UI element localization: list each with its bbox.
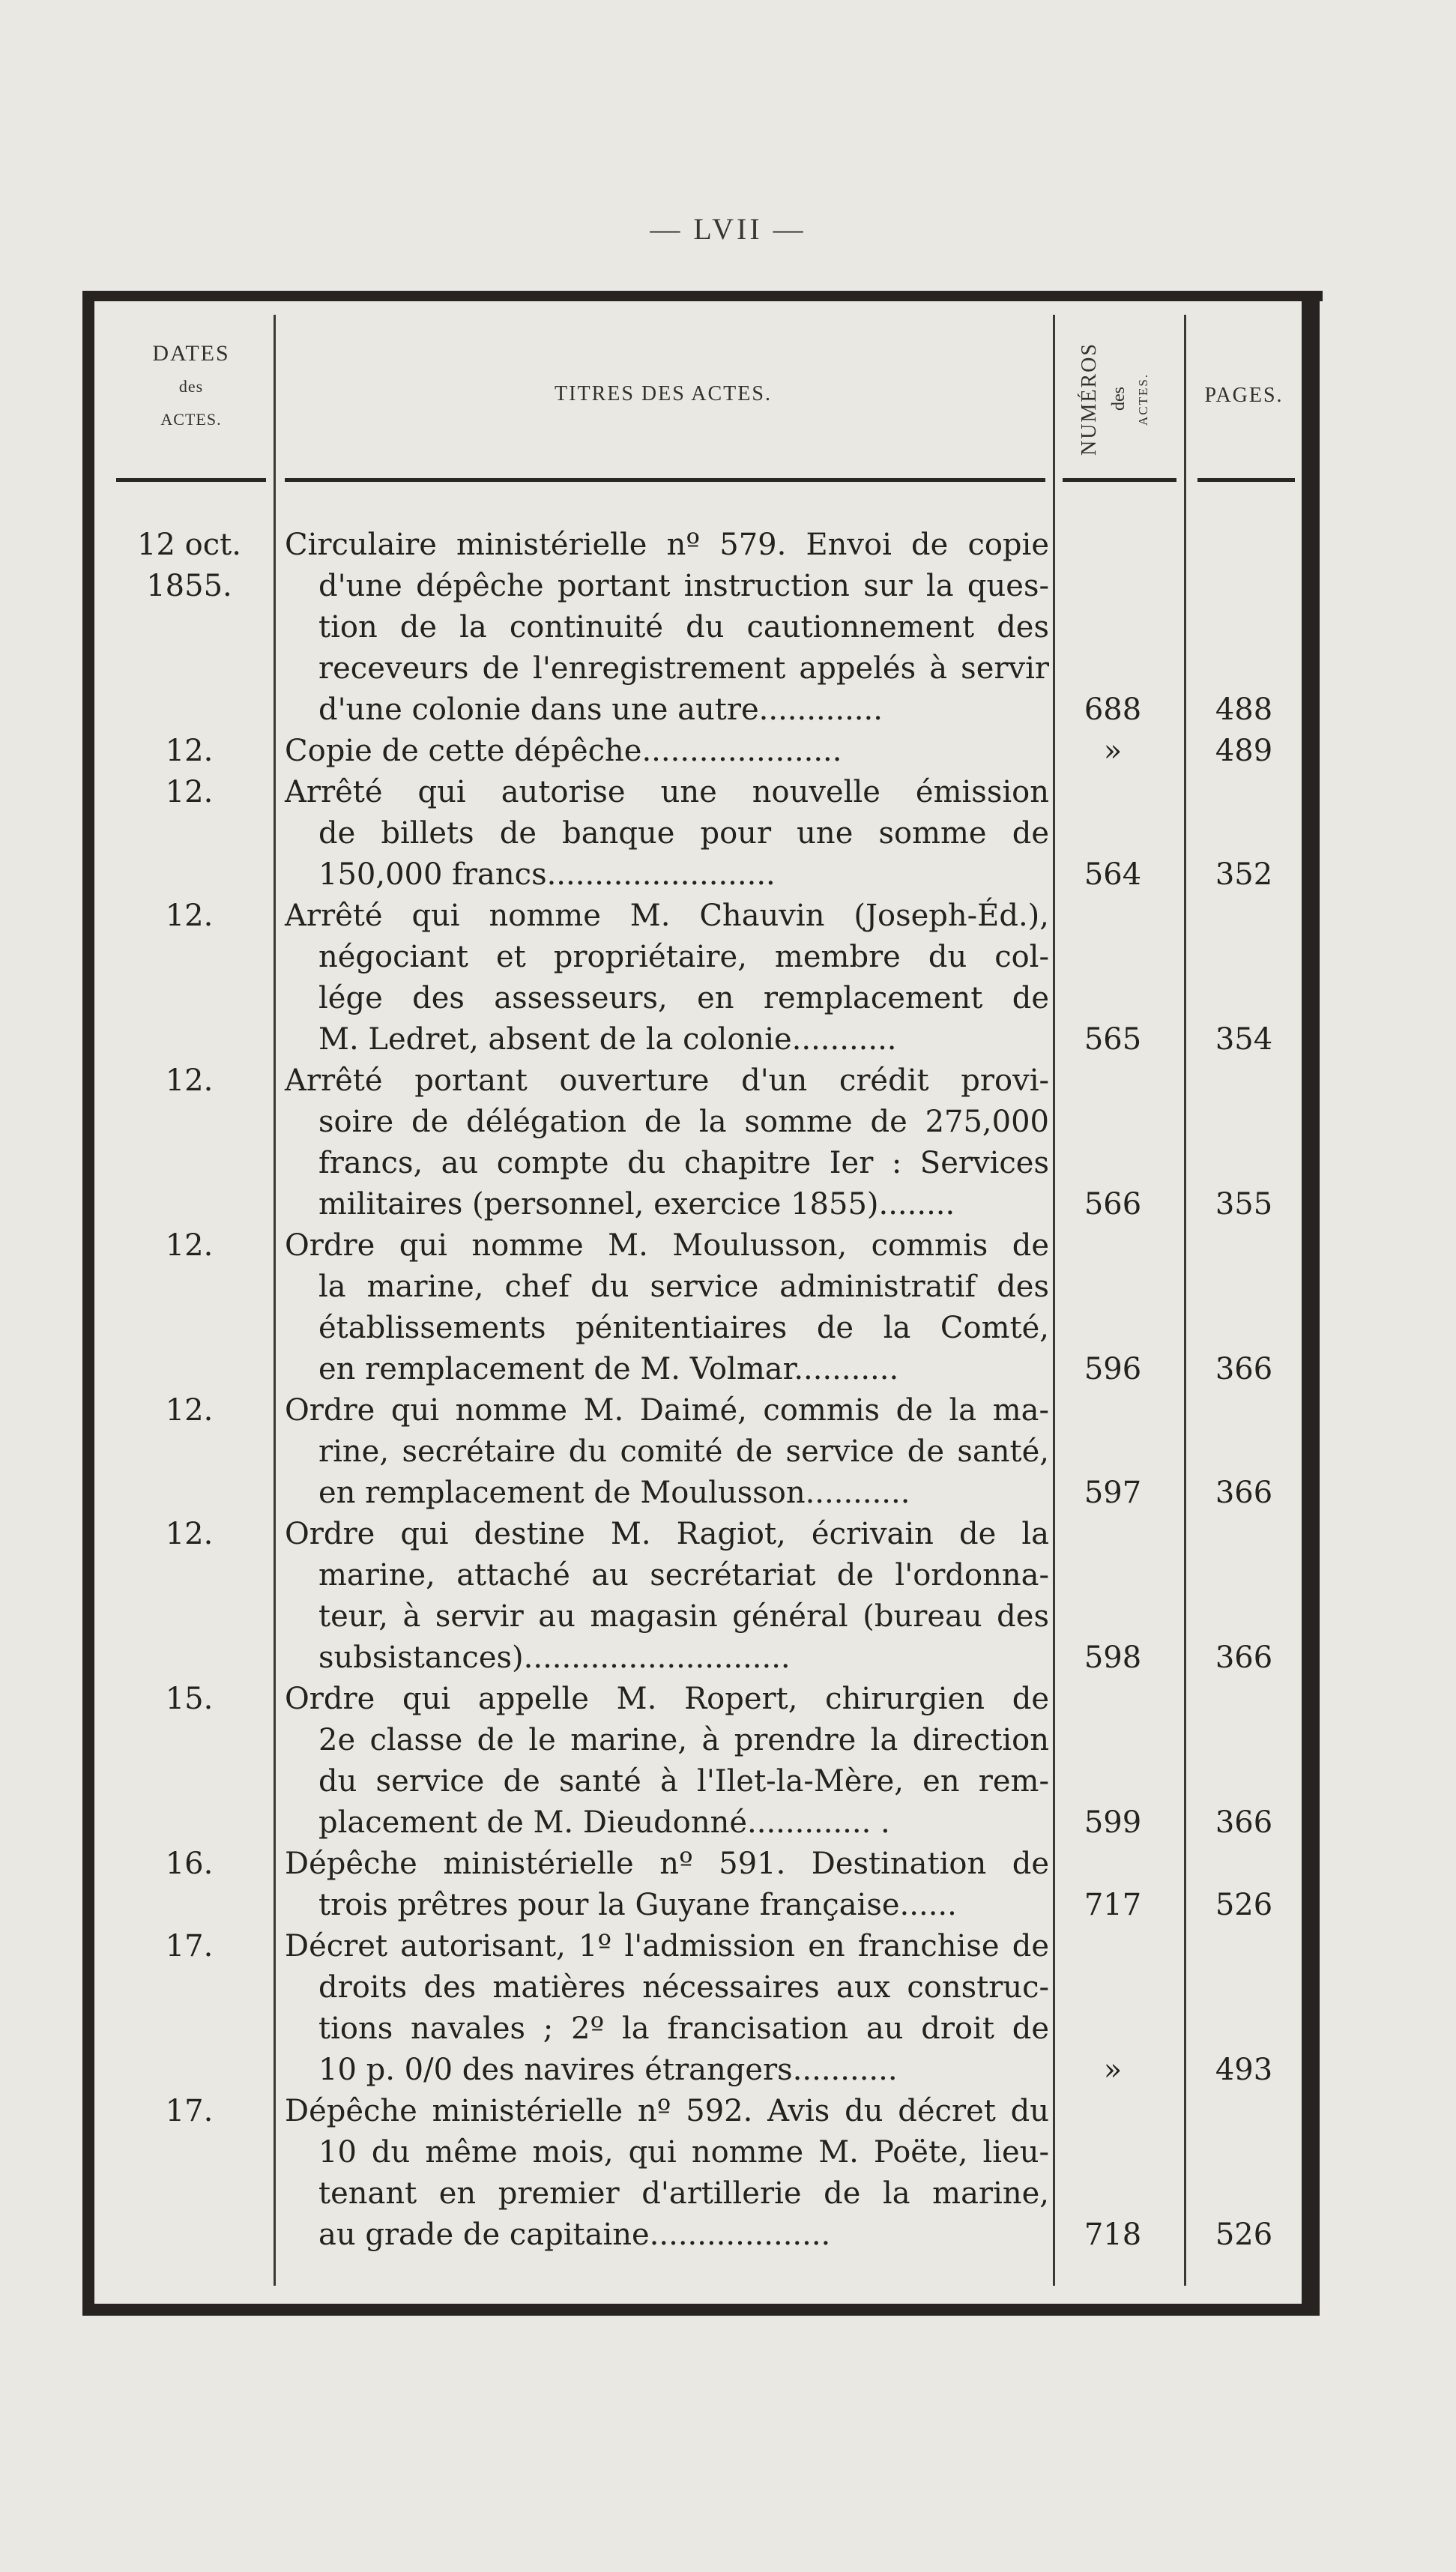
- entry-title-line: la marine, chef du service administratif des: [318, 1270, 1049, 1304]
- entry-page: 355: [1215, 1187, 1273, 1222]
- entry-page: 366: [1215, 1352, 1273, 1386]
- entry-act-number: »: [1103, 734, 1123, 768]
- entry-act-number: 597: [1084, 1476, 1142, 1510]
- header-numbers-line3: ACTES.: [1136, 372, 1150, 426]
- header-underline-dates: [116, 478, 266, 482]
- entry-title: [285, 1926, 1049, 2091]
- table-frame-left: [82, 291, 94, 2316]
- header-numbers-line1: NUMÉROS: [1078, 342, 1101, 456]
- column-divider-dates: [274, 315, 276, 2286]
- page-header: — LVII —: [650, 212, 806, 246]
- entry-act-number: 598: [1084, 1640, 1142, 1675]
- entry-page: 488: [1215, 692, 1273, 727]
- column-divider-numbers: [1184, 315, 1186, 2286]
- entry-page: 352: [1215, 857, 1273, 892]
- entry-title-line: teur, à servir au magasin général (bureau des: [318, 1599, 1049, 1634]
- entry-title: [285, 1225, 1049, 1390]
- entry-title-line: en remplacement de Moulusson...........: [318, 1476, 910, 1510]
- entry-title-line: trois prêtres pour la Guyane française......: [318, 1888, 957, 1922]
- entry-act-number: 688: [1084, 692, 1142, 727]
- entry-title-line: 10 p. 0/0 des navires étrangers...........: [318, 2053, 898, 2087]
- entry-act-number: »: [1103, 2053, 1123, 2087]
- entry-date: 12.: [165, 1228, 214, 1263]
- header-dates-line3: ACTES.: [160, 410, 222, 429]
- entry-date: 17.: [165, 2094, 214, 2128]
- entry-title: [285, 772, 1049, 896]
- entry-page: 354: [1215, 1022, 1273, 1057]
- entry-title-line: placement de M. Dieudonné............. .: [318, 1805, 890, 1840]
- entry-date: 16.: [165, 1847, 214, 1881]
- entry-date: 12.: [165, 1393, 214, 1428]
- entry-title-line: Dépêche ministérielle nº 591. Destination de: [285, 1847, 1049, 1881]
- table-frame-bottom: [82, 2304, 1311, 2316]
- table-frame-top: [82, 291, 1323, 301]
- column-divider-titles: [1053, 315, 1055, 2286]
- entry-date: 17.: [165, 1929, 214, 1963]
- entry-title: [285, 1514, 1049, 1679]
- table-frame-right: [1302, 291, 1320, 2316]
- entry-title-line: Arrêté qui nomme M. Chauvin (Joseph-Éd.),: [285, 899, 1049, 933]
- entry-date: 12.: [165, 775, 214, 809]
- column-header-titles: TITRES DES ACTES.: [555, 382, 772, 405]
- entry-page: 489: [1215, 734, 1273, 768]
- entry-title: [285, 731, 1049, 772]
- entry-title-line: droits des matières nécessaires aux construc-: [318, 1970, 1049, 2005]
- entry-page: 366: [1215, 1476, 1273, 1510]
- entry-date: 15.: [165, 1682, 214, 1716]
- entry-title: [285, 1844, 1049, 1926]
- column-header-pages: PAGES.: [1204, 384, 1284, 407]
- header-underline-numbers: [1063, 478, 1176, 482]
- entry-title-line: Circulaire ministérielle nº 579. Envoi de copie: [285, 528, 1049, 562]
- entry-title: [285, 2091, 1049, 2256]
- entry-title-line: Copie de cette dépêche.....................: [285, 734, 842, 768]
- entry-title-line: Dépêche ministérielle nº 592. Avis du décret du: [285, 2094, 1049, 2128]
- entry-act-number: 718: [1084, 2218, 1142, 2252]
- entry-title-line: Ordre qui nomme M. Moulusson, commis de: [285, 1228, 1049, 1263]
- entry-title-line: francs, au compte du chapitre Ier : Services: [318, 1146, 1049, 1180]
- entry-title-line: marine, attaché au secrétariat de l'ordonna-: [318, 1558, 1049, 1593]
- entry-title-line: établissements pénitentiaires de la Comté,: [318, 1311, 1049, 1345]
- entry-date: 12.: [165, 1517, 214, 1551]
- entry-title-line: Ordre qui destine M. Ragiot, écrivain de la: [285, 1517, 1049, 1551]
- column-header-dates: [112, 337, 270, 436]
- header-numbers-line2: des: [1109, 387, 1129, 411]
- entry-title: [285, 1060, 1049, 1225]
- entry-title-line: au grade de capitaine...................: [318, 2218, 831, 2252]
- entry-title: [285, 525, 1049, 731]
- entry-title-line: Ordre qui nomme M. Daimé, commis de la ma-: [285, 1393, 1049, 1428]
- entry-date: 12 oct. 1855.: [137, 528, 241, 603]
- entry-title-line: Arrêté qui autorise une nouvelle émission: [285, 775, 1049, 809]
- entry-title-line: Décret autorisant, 1º l'admission en franchise de: [285, 1929, 1049, 1963]
- entry-title-line: rine, secrétaire du comité de service de santé,: [318, 1434, 1049, 1469]
- entry-title-line: 150,000 francs........................: [318, 857, 776, 892]
- entry-act-number: 566: [1084, 1187, 1142, 1222]
- header-dates-line2: des: [178, 377, 204, 396]
- entry-title-line: tions navales ; 2º la francisation au droit de: [318, 2011, 1049, 2046]
- header-underline-pages: [1197, 478, 1295, 482]
- entry-title-line: Ordre qui appelle M. Ropert, chirurgien de: [285, 1682, 1049, 1716]
- entry-title-line: receveurs de l'enregistrement appelés à servir: [318, 651, 1049, 686]
- entry-title-line: 2e classe de le marine, à prendre la direction: [318, 1723, 1049, 1757]
- entry-title: [285, 896, 1049, 1060]
- entry-page: 526: [1215, 2218, 1273, 2252]
- entry-act-number: 717: [1084, 1888, 1142, 1922]
- entry-title-line: en remplacement de M. Volmar...........: [318, 1352, 899, 1386]
- entry-page: 493: [1215, 2053, 1273, 2087]
- entry-title-line: 10 du même mois, qui nomme M. Poëte, lieu-: [318, 2135, 1049, 2170]
- entry-act-number: 599: [1084, 1805, 1142, 1840]
- entry-date: 12.: [165, 1063, 214, 1098]
- column-header-numbers: [1049, 330, 1176, 468]
- entry-title-line: militaires (personnel, exercice 1855)........: [318, 1187, 955, 1222]
- entry-act-number: 565: [1084, 1022, 1142, 1057]
- entry-page: 526: [1215, 1888, 1273, 1922]
- entry-page: 366: [1215, 1805, 1273, 1840]
- entry-title-line: du service de santé à l'Ilet-la-Mère, en rem-: [318, 1764, 1049, 1799]
- entry-page: 366: [1215, 1640, 1273, 1675]
- entry-title-line: M. Ledret, absent de la colonie...........: [318, 1022, 897, 1057]
- entry-title-line: subsistances)............................: [318, 1640, 791, 1675]
- entry-date: 12.: [165, 899, 214, 933]
- entry-title: [285, 1679, 1049, 1844]
- entry-title-line: Arrêté portant ouverture d'un crédit provi-: [285, 1063, 1049, 1098]
- entry-title-line: soire de délégation de la somme de 275,000: [318, 1105, 1049, 1139]
- entry-act-number: 564: [1084, 857, 1142, 892]
- entry-title-line: lége des assesseurs, en remplacement de: [318, 981, 1049, 1015]
- entry-title-line: négociant et propriétaire, membre du col-: [318, 940, 1049, 974]
- entry-title-line: d'une colonie dans une autre.............: [318, 692, 883, 727]
- entry-date: 12.: [165, 734, 214, 768]
- entry-title-line: tion de la continuité du cautionnement des: [318, 610, 1049, 644]
- entry-act-number: 596: [1084, 1352, 1142, 1386]
- entry-title-line: tenant en premier d'artillerie de la marine,: [318, 2176, 1049, 2211]
- header-dates-line1: DATES: [152, 341, 230, 366]
- entry-title-line: d'une dépêche portant instruction sur la ques-: [318, 569, 1049, 603]
- entry-title-line: de billets de banque pour une somme de: [318, 816, 1049, 851]
- entry-title: [285, 1390, 1049, 1514]
- header-underline-titles: [285, 478, 1045, 482]
